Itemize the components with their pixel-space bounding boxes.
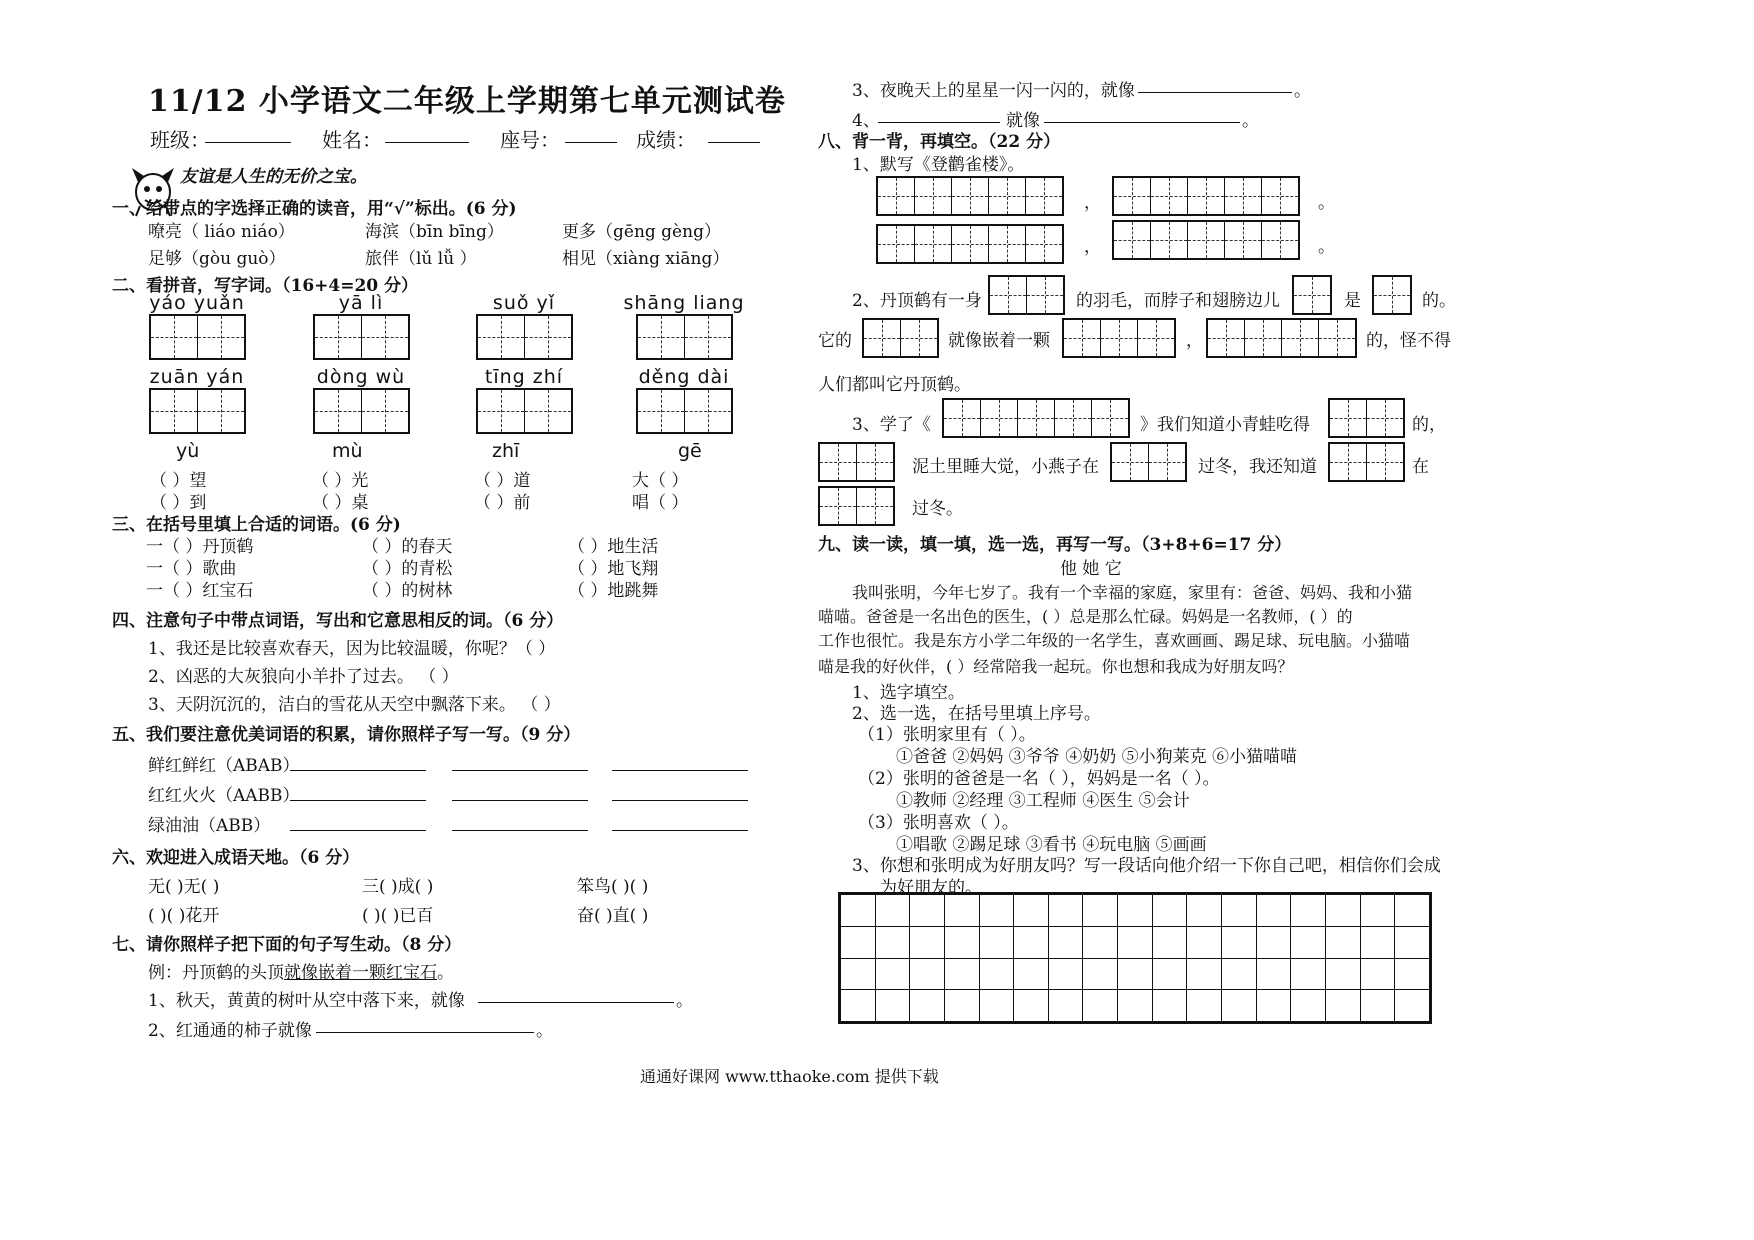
grid-cell[interactable] <box>1152 895 1187 927</box>
comma: ， <box>1084 193 1101 213</box>
s8-q2d: 的。 <box>1422 291 1456 311</box>
name-field[interactable] <box>385 124 469 143</box>
s4-item-3: 3、天阴沉沉的，洁白的雪花从天空中飘落下来。 （ ） <box>148 695 561 715</box>
pinyin-ge: gē <box>678 440 702 462</box>
grid-cell[interactable] <box>1083 895 1118 927</box>
grid-cell[interactable] <box>1360 958 1395 990</box>
s3-r1-b: （ ）的春天 <box>362 537 453 557</box>
s8-q2i: 人们都叫它丹顶鹤。 <box>818 375 971 395</box>
pinyin-group-3 <box>475 292 573 360</box>
s8-q3c: 的， <box>1412 415 1446 435</box>
s9-a2: （2）张明的爸爸是一名（ ），妈妈是一名（ ）。 <box>858 769 1220 789</box>
s9-q1: 1、选字填空。 <box>852 683 965 703</box>
grid-cell[interactable] <box>1152 958 1187 990</box>
grid-cell[interactable] <box>944 895 979 927</box>
s6-r2-c: 奋( )直( ) <box>577 906 649 926</box>
grid-cell[interactable] <box>875 958 910 990</box>
grid-cell[interactable] <box>1256 926 1291 958</box>
s7-title: 七、请你照样子把下面的句子写生动。（8 分） <box>112 935 462 955</box>
tianzige-box[interactable] <box>988 275 1065 315</box>
s7-example-prefix: 例：丹顶鹤的头顶 <box>148 963 284 983</box>
s3-r2-a: 一（ ）歌曲 <box>146 559 237 579</box>
s6-r1-a: 无( )无( ) <box>148 877 220 897</box>
s9-a1-options: ①爸爸 ②妈妈 ③爷爷 ④奶奶 ⑤小狗莱克 ⑥小猫喵喵 <box>896 747 1298 767</box>
grid-cell[interactable] <box>1118 990 1153 1022</box>
s7-item-2: 2、红通通的柿子就像 <box>148 1021 312 1041</box>
s9-title: 九、读一读，填一填，选一选，再写一写。（3+8+6=17 分） <box>818 535 1292 555</box>
s9-p3: 工作也很忙。我是东方小学二年级的一名学生，喜欢画画、踢足球、玩电脑。小猫喵 <box>818 631 1411 650</box>
s8-q2e: 它的 <box>818 331 852 351</box>
s2-c2-b: （ ）桌 <box>312 493 369 513</box>
s8-q3e: 过冬，我还知道 <box>1198 457 1317 477</box>
s9-choices: 他 她 它 <box>1060 559 1122 579</box>
tianzige-box[interactable] <box>818 442 895 482</box>
pinyin-group-5 <box>148 366 246 434</box>
pinyin-group-4 <box>622 292 746 360</box>
answer-line[interactable] <box>478 984 674 1003</box>
answer-line[interactable] <box>290 782 426 801</box>
pinyin-group-8 <box>635 366 733 434</box>
grid-cell[interactable] <box>1395 926 1430 958</box>
s4-item-2: 2、凶恶的大灰狼向小羊扑了过去。 （ ） <box>148 667 459 687</box>
grid-cell[interactable] <box>1118 895 1153 927</box>
s4-item-1: 1、我还是比较喜欢春天，因为比较温暖，你呢？（ ） <box>148 639 556 659</box>
s6-r2-a: ( )( )花开 <box>148 906 220 926</box>
s8-title: 八、背一背，再填空。（22 分） <box>818 132 1061 152</box>
tianzige-box[interactable] <box>1062 318 1176 358</box>
grid-cell[interactable] <box>1395 895 1430 927</box>
grid-cell[interactable] <box>910 895 945 927</box>
tianzige-box[interactable] <box>476 388 573 434</box>
grid-cell[interactable] <box>1083 926 1118 958</box>
grid-cell[interactable] <box>1222 990 1257 1022</box>
grid-cell[interactable] <box>841 958 876 990</box>
grid-cell[interactable] <box>910 926 945 958</box>
s6-title: 六、欢迎进入成语天地。（6 分） <box>112 848 360 868</box>
grid-cell[interactable] <box>841 990 876 1022</box>
s1-r2-c: 相见（xiàng xiāng） <box>562 249 730 269</box>
s3-r3-b: （ ）的树林 <box>362 581 453 601</box>
s2-c1-a: （ ）望 <box>150 471 207 491</box>
grid-cell[interactable] <box>1222 926 1257 958</box>
s3-r3-a: 一（ ）红宝石 <box>146 581 254 601</box>
seat-field[interactable] <box>565 124 617 143</box>
s7-example-end: 。 <box>437 963 454 983</box>
seat-label: 座号： <box>500 128 560 152</box>
grid-cell[interactable] <box>910 958 945 990</box>
s5-item-3: 绿油油（ABB） <box>148 816 271 836</box>
motto: 友谊是人生的无价之宝。 <box>180 167 367 187</box>
s8-q2b: 的羽毛，而脖子和翅膀边儿 <box>1076 291 1280 311</box>
pinyin: tīng zhí <box>484 366 564 388</box>
grid-cell[interactable] <box>1222 958 1257 990</box>
s2-c1-b: （ ）光 <box>312 471 369 491</box>
poem-line-1-boxes[interactable] <box>876 176 1064 216</box>
s7-end-2: 。 <box>536 1021 553 1041</box>
tianzige-box[interactable] <box>1292 275 1332 315</box>
grid-cell[interactable] <box>1014 895 1049 927</box>
tianzige-box[interactable] <box>1372 275 1412 315</box>
poem-line-2-boxes[interactable] <box>1112 176 1300 216</box>
s8-q3b: 》我们知道小青蛙吃得 <box>1140 415 1310 435</box>
grid-cell[interactable] <box>1187 895 1222 927</box>
poem-line-3-boxes[interactable] <box>876 224 1064 264</box>
pinyin: yā lì <box>338 292 384 314</box>
tianzige-box[interactable] <box>313 388 410 434</box>
tianzige-box[interactable] <box>636 388 733 434</box>
pinyin-group-1 <box>148 292 246 360</box>
tianzige-box[interactable] <box>149 388 246 434</box>
tianzige-box[interactable] <box>1110 442 1187 482</box>
class-label: 班级： <box>150 128 210 152</box>
grid-cell[interactable] <box>910 990 945 1022</box>
grid-cell[interactable] <box>979 990 1014 1022</box>
grid-cell[interactable] <box>1187 926 1222 958</box>
tianzige-box[interactable] <box>1206 318 1357 358</box>
answer-line[interactable] <box>612 782 748 801</box>
s8-q2h: 的，怪不得 <box>1366 331 1451 351</box>
grid-cell[interactable] <box>875 926 910 958</box>
grid-cell[interactable] <box>1118 958 1153 990</box>
pinyin: yáo yuǎn <box>149 292 245 314</box>
s1-r1-b: 海滨（bīn bīng） <box>365 222 504 242</box>
pinyin: shāng liang <box>623 292 745 314</box>
s1-r1-c: 更多（gēng gèng） <box>562 222 721 242</box>
s9-a3: （3）张明喜欢（ ）。 <box>858 813 1019 833</box>
answer-line[interactable] <box>612 812 748 831</box>
s4-title: 四、注意句子中带点词语，写出和它意思相反的词。（6 分） <box>112 611 564 631</box>
grid-cell[interactable] <box>1014 990 1049 1022</box>
grid-cell[interactable] <box>1083 990 1118 1022</box>
s2-c2-d: 唱（ ） <box>632 493 689 513</box>
tianzige-box[interactable] <box>862 318 939 358</box>
s3-title: 三、在括号里填上合适的词语。(6 分) <box>112 515 401 535</box>
grid-cell[interactable] <box>979 895 1014 927</box>
s5-item-2: 红红火火（AABB） <box>148 786 300 806</box>
s9-p4: 喵是我的好伙伴，( ）经常陪我一起玩。你也想和我成为好朋友吗？ <box>818 657 1294 676</box>
s7-end-1: 。 <box>676 991 693 1011</box>
s2-c1-d: 大（ ） <box>632 471 689 491</box>
s8-q3f: 在 <box>1412 457 1429 477</box>
s7-example <box>148 958 454 983</box>
grid-cell[interactable] <box>1187 990 1222 1022</box>
grid-cell[interactable] <box>1360 895 1395 927</box>
s2-c1-c: （ ）道 <box>474 471 531 491</box>
grid-cell[interactable] <box>1048 990 1083 1022</box>
grid-cell[interactable] <box>944 958 979 990</box>
s7-example-underlined: 就像嵌着一颗红宝石 <box>284 963 437 983</box>
s3-r2-b: （ ）的青松 <box>362 559 453 579</box>
page-title: 11/12 小学语文二年级上学期第七单元测试卷 <box>148 84 786 119</box>
poem-line-4-boxes[interactable] <box>1112 220 1300 260</box>
tianzige-box[interactable] <box>1328 398 1405 438</box>
grid-cell[interactable] <box>1256 895 1291 927</box>
grid-cell[interactable] <box>1014 926 1049 958</box>
s1-r1-a: 嘹亮（ liáo niáo） <box>148 222 295 242</box>
pinyin-group-7 <box>475 366 573 434</box>
grid-cell[interactable] <box>1014 958 1049 990</box>
pinyin: děng dài <box>638 366 730 388</box>
s2-title: 二、看拼音，写字词。（16+4=20 分） <box>112 276 419 296</box>
answer-line[interactable] <box>1044 104 1240 123</box>
pinyin-yu: yù <box>176 440 200 462</box>
grid-cell[interactable] <box>979 926 1014 958</box>
grid-cell[interactable] <box>875 990 910 1022</box>
name-label: 姓名： <box>322 128 382 152</box>
answer-line[interactable] <box>316 1014 534 1033</box>
tianzige-box[interactable] <box>1328 442 1405 482</box>
s8-q3d: 泥土里睡大觉，小燕子在 <box>912 457 1099 477</box>
grid-cell[interactable] <box>1048 895 1083 927</box>
answer-line[interactable] <box>452 782 588 801</box>
answer-line[interactable] <box>452 752 588 771</box>
s8-q2c: 是 <box>1344 291 1361 311</box>
grid-cell[interactable] <box>1118 926 1153 958</box>
writing-grid[interactable] <box>838 892 1432 1024</box>
pinyin: dòng wù <box>316 366 406 388</box>
grid-cell[interactable] <box>841 926 876 958</box>
grid-cell[interactable] <box>1256 990 1291 1022</box>
tianzige-box[interactable] <box>942 398 1130 438</box>
s6-r1-c: 笨鸟( )( ) <box>577 877 649 897</box>
score-label: 成绩： <box>636 128 696 152</box>
s9-a1: （1）张明家里有（ ）。 <box>858 725 1036 745</box>
s2-c2-a: （ ）到 <box>150 493 207 513</box>
s9-p2: 喵喵。爸爸是一名出色的医生，( ）总是那么忙碌。妈妈是一名教师，( ）的 <box>818 607 1353 626</box>
pinyin-mu: mù <box>332 440 363 462</box>
grid-cell[interactable] <box>1291 958 1326 990</box>
s6-r1-b: 三( )成( ) <box>362 877 434 897</box>
s9-q2: 2、选一选，在括号里填上序号。 <box>852 704 1101 724</box>
answer-line[interactable] <box>452 812 588 831</box>
s3-r1-a: 一（ ）丹顶鹤 <box>146 537 254 557</box>
footer-text: 通通好课网 www.tthaoke.com 提供下载 <box>640 1067 939 1086</box>
s1-r2-a: 足够（gòu guò） <box>148 249 286 269</box>
s8-q3g: 过冬。 <box>912 499 963 519</box>
s9-q3b: 为好朋友的。 <box>880 878 982 898</box>
answer-line[interactable] <box>290 752 426 771</box>
comma: ， <box>1084 237 1101 257</box>
period: 。 <box>1318 193 1335 213</box>
answer-line[interactable] <box>1138 74 1292 93</box>
s8-q2f: 就像嵌着一颗 <box>948 331 1050 351</box>
s5-item-1: 鲜红鲜红（ABAB） <box>148 756 300 776</box>
score-field[interactable] <box>708 124 760 143</box>
s8-q2g: ， <box>1186 331 1203 351</box>
grid-cell[interactable] <box>875 895 910 927</box>
grid-cell[interactable] <box>944 926 979 958</box>
pinyin-group-2 <box>312 292 410 360</box>
grid-cell[interactable] <box>1152 926 1187 958</box>
s7-item-3: 3、夜晚天上的星星一闪一闪的，就像 <box>852 81 1135 101</box>
grid-cell[interactable] <box>1325 990 1360 1022</box>
period: 。 <box>1318 237 1335 257</box>
s8-q1: 1、默写《登鹳雀楼》。 <box>852 155 1025 175</box>
grid-cell[interactable] <box>1048 926 1083 958</box>
tianzige-box[interactable] <box>313 314 410 360</box>
pinyin-group-6 <box>312 366 410 434</box>
grid-cell[interactable] <box>1187 958 1222 990</box>
s9-a3-options: ①唱歌 ②踢足球 ③看书 ④玩电脑 ⑤画画 <box>896 835 1207 855</box>
s9-a2-options: ①教师 ②经理 ③工程师 ④医生 ⑤会计 <box>896 791 1190 811</box>
s3-r1-c: （ ）地生活 <box>568 537 659 557</box>
tianzige-box[interactable] <box>636 314 733 360</box>
answer-line[interactable] <box>290 812 426 831</box>
s7-end-4: 。 <box>1242 111 1259 131</box>
grid-cell[interactable] <box>841 895 876 927</box>
s1-title: 一、给带点的字选择正确的读音，用“√”标出。(6 分) <box>112 199 517 219</box>
pinyin-zhi: zhī <box>492 440 520 462</box>
grid-cell[interactable] <box>1222 895 1257 927</box>
tianzige-box[interactable] <box>149 314 246 360</box>
grid-cell[interactable] <box>1083 958 1118 990</box>
grid-cell[interactable] <box>944 990 979 1022</box>
s8-q2a: 2、丹顶鹤有一身 <box>852 291 982 311</box>
grid-cell[interactable] <box>1360 990 1395 1022</box>
grid-cell[interactable] <box>1256 958 1291 990</box>
s8-q3a: 3、学了《 <box>852 415 931 435</box>
grid-cell[interactable] <box>1325 926 1360 958</box>
pinyin: zuān yán <box>149 366 245 388</box>
s7-item-4: 4、 <box>852 111 880 131</box>
s9-q3: 3、你想和张明成为好朋友吗？写一段话向他介绍一下你自己吧，相信你们会成 <box>852 856 1441 876</box>
grid-cell[interactable] <box>1325 895 1360 927</box>
pinyin: suǒ yǐ <box>492 292 556 314</box>
grid-cell[interactable] <box>1395 990 1430 1022</box>
s7-item-1: 1、秋天，黄黄的树叶从空中落下来，就像 <box>148 991 465 1011</box>
grid-cell[interactable] <box>1395 958 1430 990</box>
s7-item-4b: 就像 <box>1006 111 1040 131</box>
grid-cell[interactable] <box>1152 990 1187 1022</box>
grid-cell[interactable] <box>1291 926 1326 958</box>
class-field[interactable] <box>205 124 291 143</box>
s3-r3-c: （ ）地跳舞 <box>568 581 659 601</box>
answer-line[interactable] <box>878 104 1000 123</box>
grid-cell[interactable] <box>1325 958 1360 990</box>
grid-cell[interactable] <box>979 958 1014 990</box>
grid-cell[interactable] <box>1360 926 1395 958</box>
grid-cell[interactable] <box>1291 990 1326 1022</box>
tianzige-box[interactable] <box>818 486 895 526</box>
s7-end-3: 。 <box>1294 81 1311 101</box>
grid-cell[interactable] <box>1291 895 1326 927</box>
grid-cell[interactable] <box>1048 958 1083 990</box>
s1-r2-b: 旅伴（lǔ lǚ ） <box>365 249 477 269</box>
s2-c2-c: （ ）前 <box>474 493 531 513</box>
tianzige-box[interactable] <box>476 314 573 360</box>
s9-p1: 我叫张明，今年七岁了。我有一个幸福的家庭，家里有：爸爸、妈妈、我和小猫 <box>852 583 1413 602</box>
answer-line[interactable] <box>612 752 748 771</box>
s3-r2-c: （ ）地飞翔 <box>568 559 659 579</box>
s5-title: 五、我们要注意优美词语的积累，请你照样子写一写。（9 分） <box>112 725 581 745</box>
s6-r2-b: ( )( )已百 <box>362 906 434 926</box>
